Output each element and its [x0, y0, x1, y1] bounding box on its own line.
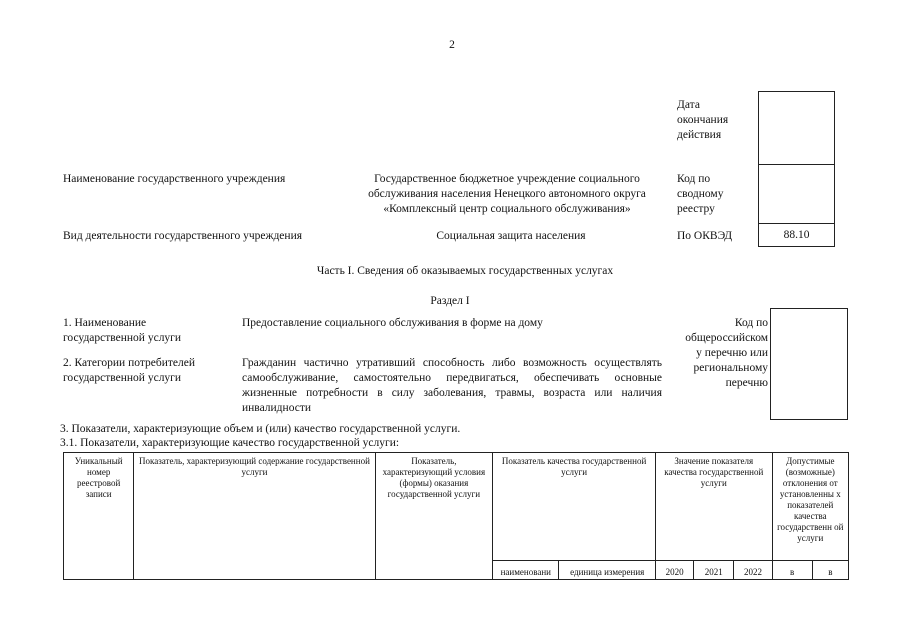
indicators-heading: 3. Показатели, характеризующие объем и (или) качество государственной услуги.	[60, 423, 461, 435]
activity-label: Вид деятельности государственного учреждения	[63, 230, 303, 242]
col-deviation-header: Допустимые (возможные) отклонения от установленны х показателей качества государственн ой услуги	[772, 453, 848, 561]
col-content-header: Показатель, характеризующий содержание государственной услуги	[134, 453, 375, 580]
col-registry-header: Уникальный номер реестровой записи	[64, 453, 134, 580]
activity-value: Социальная защита населения	[436, 230, 586, 242]
sub-name: наименовани	[493, 561, 559, 580]
sub-year-2021: 2021	[694, 561, 734, 580]
institution-name-label: Наименование государственного учреждения	[63, 173, 286, 185]
summary-register-box	[758, 164, 835, 224]
service-name-value: Предоставление социального обслуживания в форме на дому	[242, 317, 543, 329]
page-number: 2	[449, 39, 455, 51]
sub-year-2022: 2022	[734, 561, 772, 580]
part-title: Часть I. Сведения об оказываемых государственных услугах	[316, 265, 614, 277]
section-title: Раздел I	[430, 295, 470, 307]
col-conditions-header: Показатель, характеризующий условия (формы) оказания государственной услуги	[375, 453, 493, 580]
quality-heading: 3.1. Показатели, характеризующие качество государственной услуги:	[60, 437, 400, 449]
list-code-box	[770, 308, 848, 420]
sub-year-2020: 2020	[655, 561, 693, 580]
col-quality-header: Показатель качества государственной услуги	[493, 453, 656, 561]
summary-register-label: Код по сводному реестру	[677, 173, 724, 215]
consumers-label: 2. Категории потребителей государственной услуги	[63, 357, 195, 384]
service-name-label: 1. Наименование государственной услуги	[63, 317, 182, 344]
okved-code: 88.10	[783, 229, 810, 241]
list-code-label: Код по общероссийском у перечню или региональному перечню	[685, 317, 768, 389]
end-date-label: Дата окончания действия	[677, 99, 729, 141]
consumers-value: Гражданин частично утративший способность либо возможность осуществлять самообслуживание, самостоятельно передвигаться, обеспечивать основные жизненные потребности в силу заболевания, травмы, возраста или наличия инвалидности	[242, 357, 662, 414]
sub-deviation-1: в	[772, 561, 812, 580]
institution-name-value: Государственное бюджетное учреждение социального обслуживания населения Ненецкого автономного округа «Комплексный центр социального обслуживания»	[368, 173, 646, 215]
sub-unit: единица измерения	[559, 561, 656, 580]
quality-table	[63, 452, 849, 580]
end-date-box	[758, 91, 835, 165]
sub-deviation-2: в	[812, 561, 848, 580]
col-value-header: Значение показателя качества государственной услуги	[655, 453, 772, 561]
okved-label: По ОКВЭД	[677, 230, 733, 242]
okved-code-box	[758, 223, 835, 247]
